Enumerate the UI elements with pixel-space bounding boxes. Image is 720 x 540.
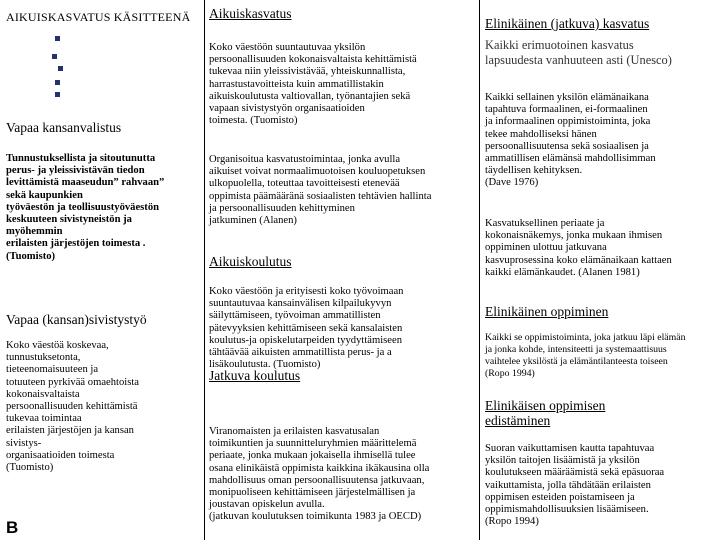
text-jatkuva-koulutus: Viranomaisten ja erilaisten kasvatusalan toimikuntien ja suunnitteluryhmien määrittelemä periaate, jonka mukaan jokaisella ihmisellä tulee osana elinikäistä oppimista kaikkina ikäkausina olla mahdollisuus oman persoonallisuutensa jatkuvaan, monipuoliseen kehittämiseen järjestelmällisen ja joustavan opiskelun avulla. (jatkuvan koulutuksen toimikunta 1983 ja OECD)	[209, 426, 430, 523]
heading-elinikainen-kasvatus: Elinikäinen (jatkuva) kasvatus	[485, 16, 650, 31]
heading-oppimisen-edistaminen: Elinikäisen oppimisen edistäminen	[485, 398, 606, 428]
text-aikuiskoulutus: Koko väestöön ja erityisesti koko työvoimaan suuntautuvaa kansainvälisen kilpailukyvyn säilyttämiseen, työvoiman ammatillisten pätevyyksien kehittämiseen sekä kansalaisten koulutus-ja opiskelutarpeiden tyydyttämiseen tähtäävää aikuisten ammatillista perus- ja a lisäkoulutusta. (Tuomisto)	[209, 286, 404, 371]
column-divider	[479, 0, 480, 540]
text-elinikainen-oppiminen: Kaikki se oppimistoiminta, joka jatkuu läpi elämän ja jonka kohde, intensiteetti ja systemaattisuus vaihtelee yksilöstä ja elämäntilanteesta toiseen (Ropo 1994)	[485, 332, 686, 379]
heading-elinikainen-oppiminen: Elinikäinen oppiminen	[485, 304, 609, 319]
heading-vapaa-sivistystyo: Vapaa (kansan)sivistystyö	[6, 312, 147, 327]
heading-jatkuva-koulutus: Jatkuva koulutus	[209, 368, 301, 383]
text-elinikainen-kasvatus-3: Kasvatuksellinen periaate ja kokonaisnäkemys, jonka mukaan ihmisen oppiminen ulottuu jatkuvana kasvuprosessina koko elämänaikaan kattaen kaikki elämänkaudet. (Alanen 1981)	[485, 218, 672, 278]
corner-letter: B	[6, 518, 19, 537]
logo-icon	[52, 36, 64, 98]
text-elinikainen-kasvatus-1: Kaikki erimuotoinen kasvatus lapsuudesta vanhuuteen asti (Unesco)	[485, 38, 672, 67]
column-left	[0, 0, 203, 540]
text-elinikainen-kasvatus-2: Kaikki sellainen yksilön elämänaikana tapahtuva formaalinen, ei-formaalinen ja informaalinen oppimistoiminta, joka tekee mahdolliseksi hänen persoonallisuutensa sekä sosiaalisen ja ammatillisen elämänsä mahdollisimman täydellisen kehityksen. (Dave 1976)	[485, 92, 656, 189]
heading-aikuiskasvatus: Aikuiskasvatus	[209, 6, 292, 21]
column-middle	[205, 0, 478, 540]
text-aikuiskasvatus-1: Koko väestöön suuntautuvaa yksilön persoonallisuuden kokonaisvaltaista kehittämistä tukevaa niin yleissivistävää, yhteiskunnallista, harrastustavoitteista kuin ammatillistakin aikuiskoulutusta valtiovallan, työnantajien sekä vapaan sivistystyön organisaatioiden toimesta. (Tuomisto)	[209, 42, 417, 127]
column-right	[481, 0, 720, 540]
page-title: AIKUISKASVATUS KÄSITTEENÄ	[6, 10, 191, 24]
heading-vapaa-kansanvalistus: Vapaa kansanvalistus	[6, 120, 122, 135]
text-vapaa-kansanvalistus: Tunnustuksellista ja sitoutunutta perus- ja yleissivistävän tiedon levittämistä maaseudun” rahvaan” sekä kaupunkien työväestön ja teollisuustyöväestön keskuuteen sivistyneistön ja myöhemmin erilaisten järjestöjen toimesta . (Tuomisto)	[6, 153, 165, 262]
text-oppimisen-edistaminen: Suoran vaikuttamisen kautta tapahtuvaa yksilön taitojen lisäämistä ja yksilön koulutukseen määräämistä sekä epäsuoraa vaikuttamista, jolla tähdätään erilaisten oppimisen esteiden poistamiseen ja oppimismahdollisuuksien lisäämiseen. (Ropo 1994)	[485, 443, 665, 528]
heading-aikuiskoulutus: Aikuiskoulutus	[209, 254, 292, 269]
text-vapaa-sivistystyo: Koko väestöä koskevaa, tunnustuksetonta, tieteenomaisuuteen ja totuuteen pyrkivää omaehtoista kokonaisvaltaista persoonallisuuden kehittämistä tukevaa toimintaa erilaisten järjestöjen ja kansan sivistys- organisaatioiden toimesta (Tuomisto)	[6, 340, 139, 474]
text-aikuiskasvatus-2: Organisoitua kasvatustoimintaa, jonka avulla aikuiset voivat normaalimuotoisen kouluopetuksen ulkopuolella, toteuttaa tavoitteisesti etenevää oppimista päämääränä sosiaalisten tehtävien hallinta ja persoonallisuuden kehittyminen jatkuminen (Alanen)	[209, 154, 432, 227]
